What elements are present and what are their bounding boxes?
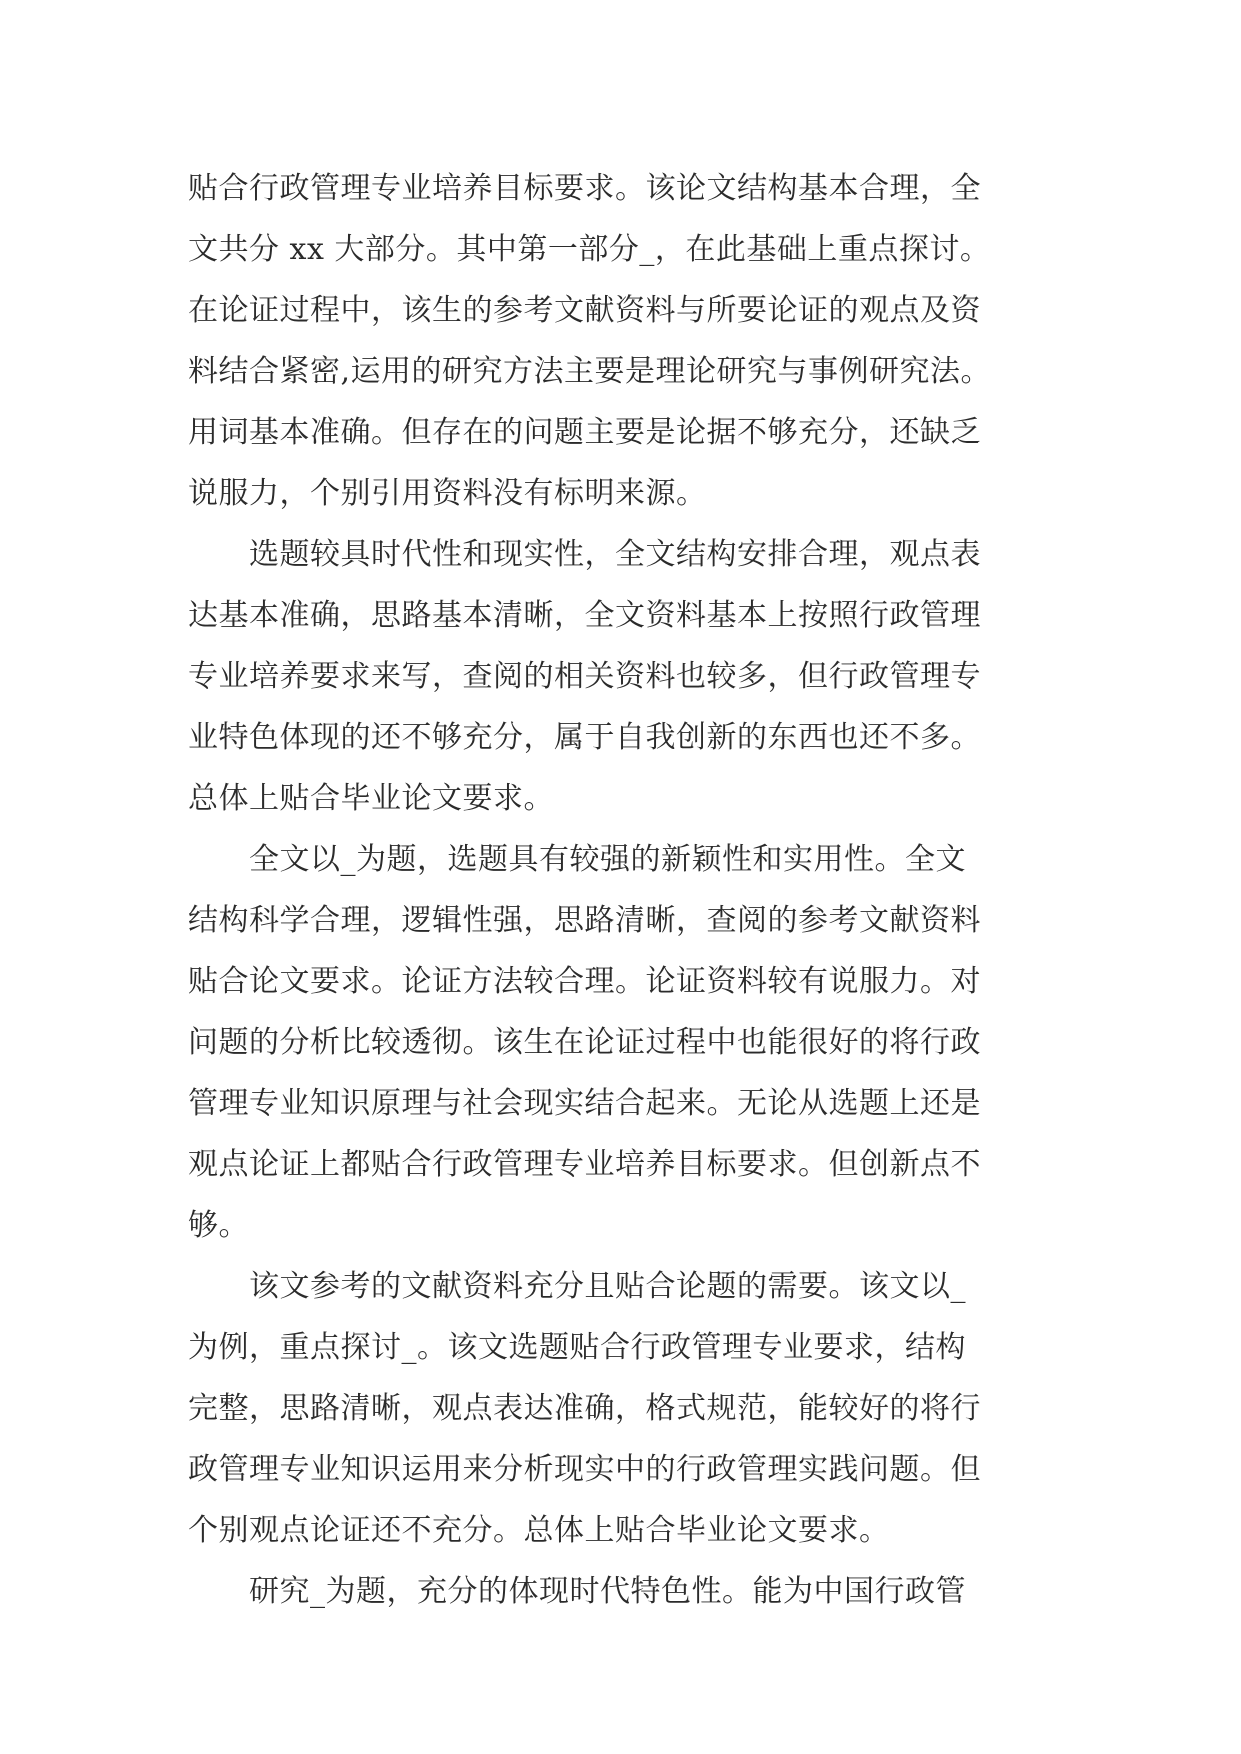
paragraph-1 [188, 158, 1068, 524]
text-line: 总体上贴合毕业论文要求。 [188, 781, 554, 816]
paragraph-4 [188, 1256, 1068, 1561]
text-line: 选题较具时代性和现实性，全文结构安排合理，观点表 [188, 537, 981, 572]
text-line: 政管理专业知识运用来分析现实中的行政管理实践问题。但 [188, 1452, 981, 1487]
text-line: 结构科学合理，逻辑性强，思路清晰，查阅的参考文献资料 [188, 903, 981, 938]
text-line: 观点论证上都贴合行政管理专业培养目标要求。但创新点不 [188, 1147, 981, 1182]
paragraph-5 [188, 1561, 1068, 1622]
paragraph-2 [188, 524, 1068, 829]
text-line: 料结合紧密,运用的研究方法主要是理论研究与事例研究法。 [188, 354, 992, 389]
text-line: 用词基本准确。但存在的问题主要是论据不够充分，还缺乏 [188, 415, 981, 450]
text-line: 说服力，个别引用资料没有标明来源。 [188, 476, 707, 511]
text-line: 达基本准确，思路基本清晰，全文资料基本上按照行政管理 [188, 598, 981, 633]
text-line: 业特色体现的还不够充分，属于自我创新的东西也还不多。 [188, 720, 981, 755]
text-line: 为例，重点探讨_。该文选题贴合行政管理专业要求，结构 [188, 1330, 966, 1365]
text-line: 完整，思路清晰，观点表达准确，格式规范，能较好的将行 [188, 1391, 981, 1426]
text-line: 管理专业知识原理与社会现实结合起来。无论从选题上还是 [188, 1086, 981, 1121]
text-line: 够。 [188, 1208, 249, 1243]
text-line: 贴合行政管理专业培养目标要求。该论文结构基本合理，全 [188, 171, 981, 206]
text-line: 该文参考的文献资料充分且贴合论题的需要。该文以_ [188, 1269, 966, 1304]
text-line: 问题的分析比较透彻。该生在论证过程中也能很好的将行政 [188, 1025, 981, 1060]
text-line: 在论证过程中，该生的参考文献资料与所要论证的观点及资 [188, 293, 981, 328]
text-line: 研究_为题，充分的体现时代特色性。能为中国行政管 [188, 1574, 966, 1609]
text-line: 专业培养要求来写，查阅的相关资料也较多，但行政管理专 [188, 659, 981, 694]
paragraph-3 [188, 829, 1068, 1256]
text-line: 全文以_为题，选题具有较强的新颖性和实用性。全文 [188, 842, 966, 877]
text-line: 贴合论文要求。论证方法较合理。论证资料较有说服力。对 [188, 964, 981, 999]
text-line: 个别观点论证还不充分。总体上贴合毕业论文要求。 [188, 1513, 890, 1548]
document-body [188, 158, 1068, 1622]
text-line: 文共分 xx 大部分。其中第一部分_，在此基础上重点探讨。 [188, 232, 991, 267]
